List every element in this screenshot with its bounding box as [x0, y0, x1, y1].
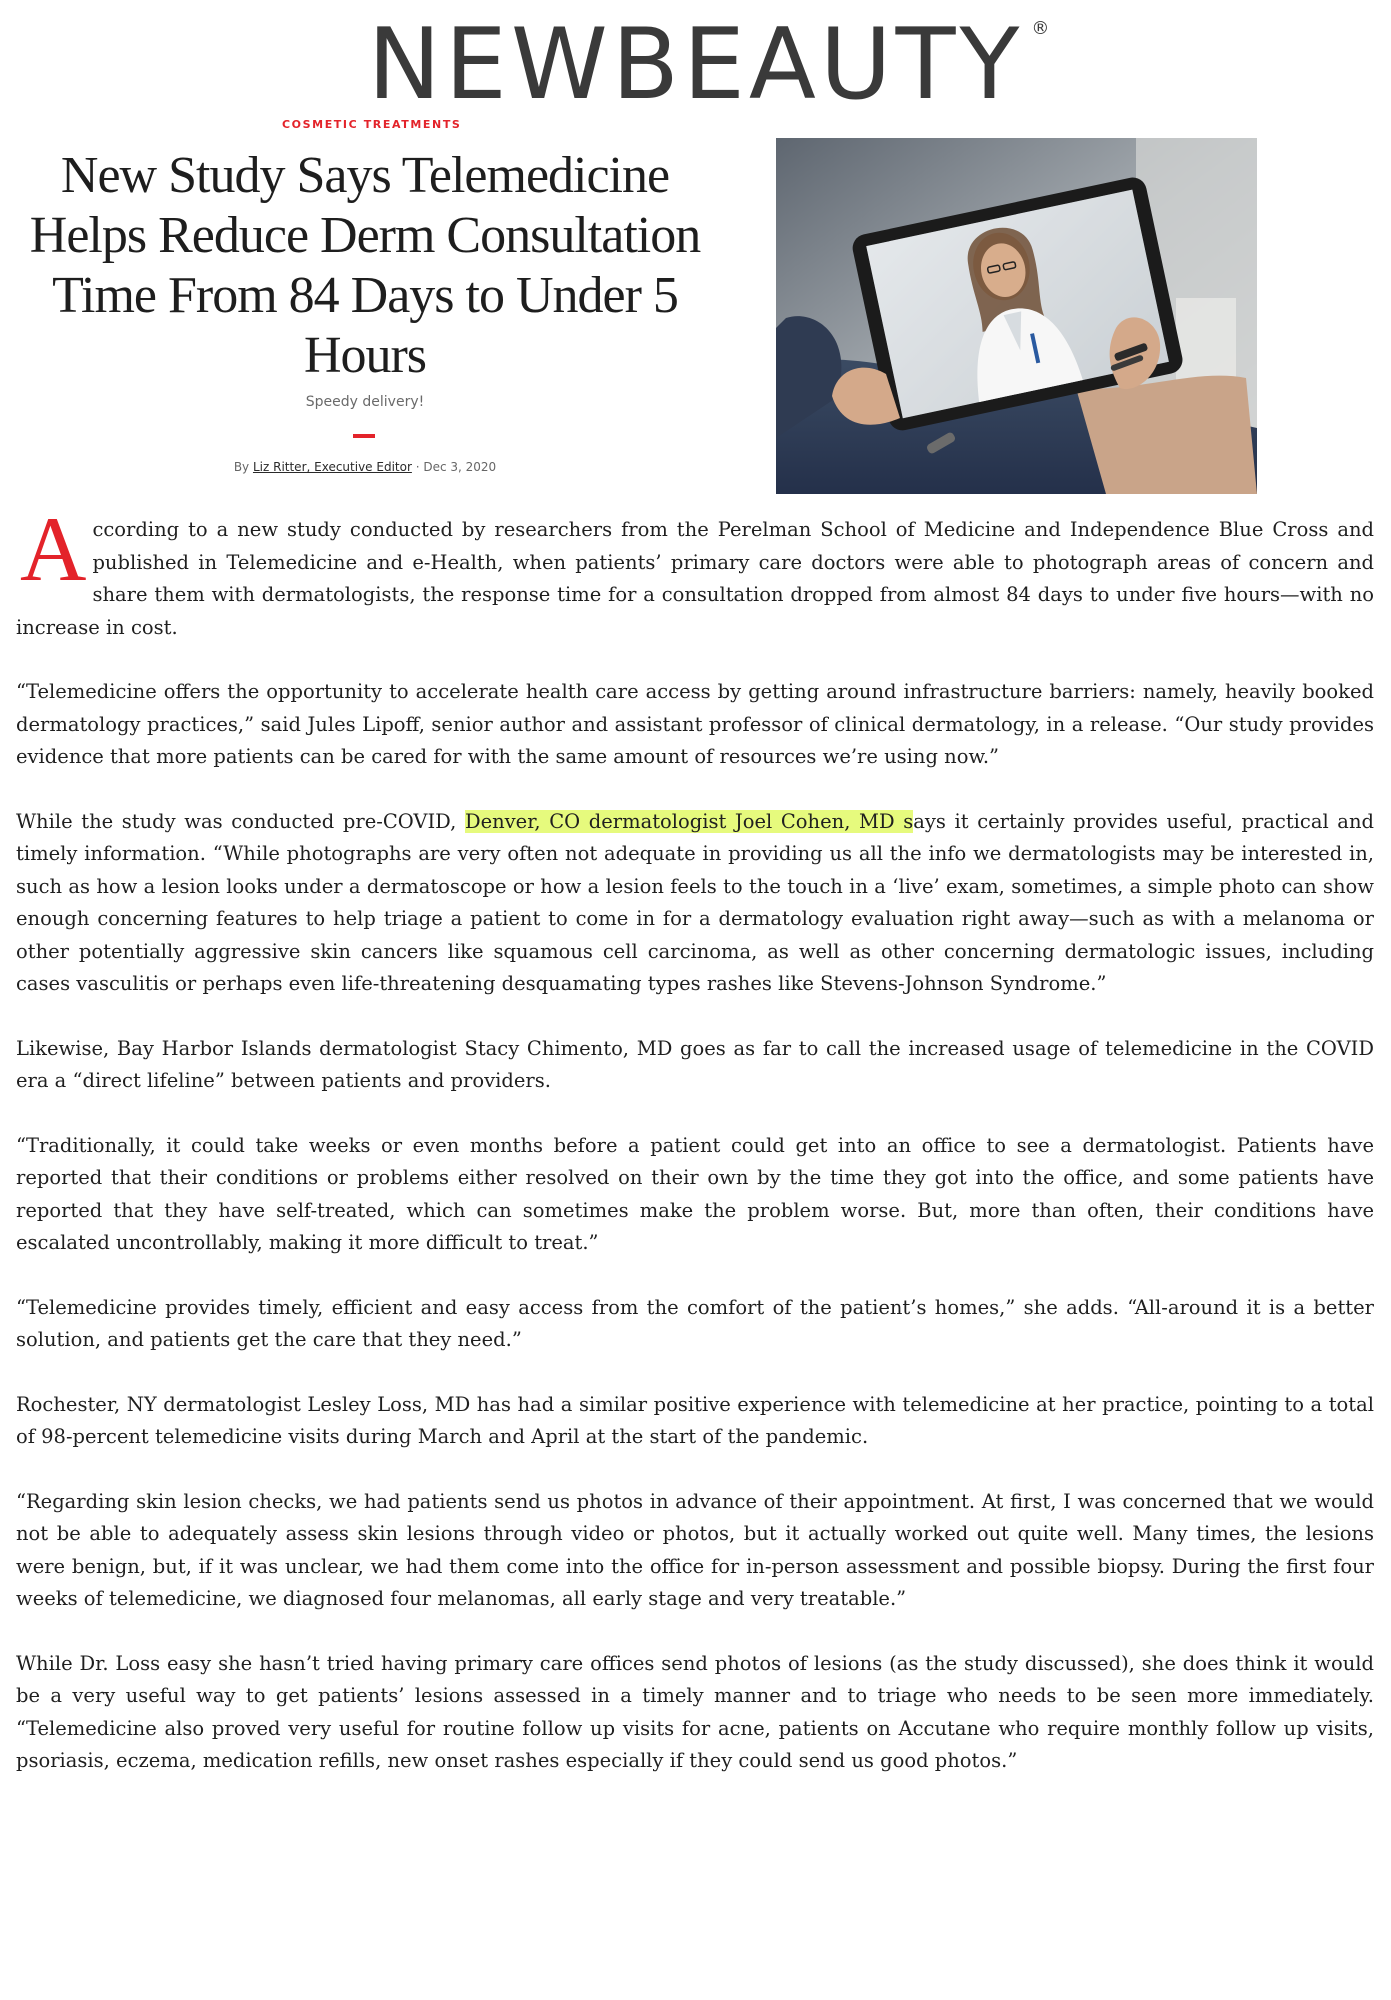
- drop-cap: A: [20, 498, 87, 600]
- masthead: [0, 10, 1391, 120]
- author-link[interactable]: Liz Ritter, Executive Editor: [252, 460, 412, 474]
- paragraph-3-rest: ays it certainly provides useful, practical and timely information. “While photographs are very often not adequate in providing us all the info we dermatologists may be interested in, such as how a lesion looks under a dermatoscope or how a lesion feels to the touch in a ‘live’ exam, sometimes, a simple photo can show enough concerning features to help triage a patient to come in for a dermatology evaluation right away—such as with a melanoma or other potentially aggressive skin cancers like squamous cell carcinoma, as well as other concerning dermatologic issues, including cases vasculitis or perhaps even life-threatening desquamating types rashes like Stevens-Johnson Syndrome.”: [16, 809, 1374, 995]
- paragraph-1-text: ccording to a new study conducted by researchers from the Perelman School of Medicine and Independence Blue Cross and published in Telemedicine and e-Health, when patients’ primary care doctors were able to photograph areas of concern and share them with dermatologists, the response time for a consultation dropped from almost 84 days to under five hours—with no increase in cost.: [16, 518, 1374, 639]
- hero-image: [776, 138, 1257, 494]
- paragraph-7: Rochester, NY dermatologist Lesley Loss, MD has had a similar positive experience with telemedicine at her practice, pointing to a total of 98-percent telemedicine visits during March and April at the start of the pandemic.: [16, 1392, 1374, 1448]
- newbeauty-logo[interactable]: [367, 8, 1050, 122]
- paragraph-4: Likewise, Bay Harbor Islands dermatologist Stacy Chimento, MD goes as far to call the increased usage of telemedicine in the COVID era a “direct lifeline” between patients and providers.: [16, 1036, 1374, 1092]
- article-headline: New Study Says Telemedicine Helps Reduce Derm Consultation Time From 84 Days to Under 5 Hours: [29, 147, 701, 384]
- category-link[interactable]: COSMETIC TREATMENTS: [282, 118, 462, 131]
- paragraph-3: [16, 806, 1374, 1001]
- paragraph-3-start: While the study was conducted pre-COVID,: [16, 809, 465, 833]
- red-divider: [353, 434, 375, 438]
- registered-mark: ®: [1031, 18, 1050, 39]
- article-body: [16, 498, 1374, 1810]
- byline-prefix: By: [233, 460, 253, 474]
- highlighted-text: Denver, CO dermatologist Joel Cohen, MD s: [464, 809, 914, 833]
- paragraph-1: [16, 498, 1374, 644]
- paragraph-8: “Regarding skin lesion checks, we had patients send us photos in advance of their appointment. At first, I was concerned that we would not be able to adequately assess skin lesions through video or photos, but it actually worked out quite well. Many times, the lesions were benign, but, if it was unclear, we had them come into the office for in-person assessment and possible biopsy. During the first four weeks of telemedicine, we diagnosed four melanomas, all early stage and very treatable.”: [16, 1489, 1374, 1610]
- publish-date: · Dec 3, 2020: [411, 460, 497, 474]
- logo-text: NEWBEAUTY: [367, 8, 1024, 122]
- byline: [20, 460, 710, 474]
- paragraph-2: “Telemedicine offers the opportunity to accelerate health care access by getting around infrastructure barriers: namely, heavily booked dermatology practices,” said Jules Lipoff, senior author and assistant professor of clinical dermatology, in a release. “Our study provides evidence that more patients can be cared for with the same amount of resources we’re using now.”: [16, 680, 1374, 768]
- woman-holding-tablet-video-call-photo-icon: [776, 138, 1257, 494]
- article-dek: Speedy delivery!: [305, 394, 425, 410]
- paragraph-9: While Dr. Loss easy she hasn’t tried having primary care offices send photos of lesions (as the study discussed), she does think it would be a very useful way to get patients’ lesions assessed in a timely manner and to triage who needs to be seen more immediately. “Telemedicine also proved very useful for routine follow up visits for acne, patients on Accutane who require monthly follow up visits, psoriasis, eczema, medication refills, new onset rashes especially if they could send us good photos.”: [16, 1651, 1374, 1772]
- paragraph-5: “Traditionally, it could take weeks or even months before a patient could get into an office to see a dermatologist. Patients have reported that their conditions or problems either resolved on their own by the time they got into the office, and some patients have reported that they have self-treated, which can sometimes make the problem worse. But, more than often, their conditions have escalated uncontrollably, making it more difficult to treat.”: [16, 1133, 1374, 1254]
- paragraph-6: “Telemedicine provides timely, efficient and easy access from the comfort of the patient’s homes,” she adds. “All-around it is a better solution, and patients get the care that they need.”: [16, 1295, 1374, 1351]
